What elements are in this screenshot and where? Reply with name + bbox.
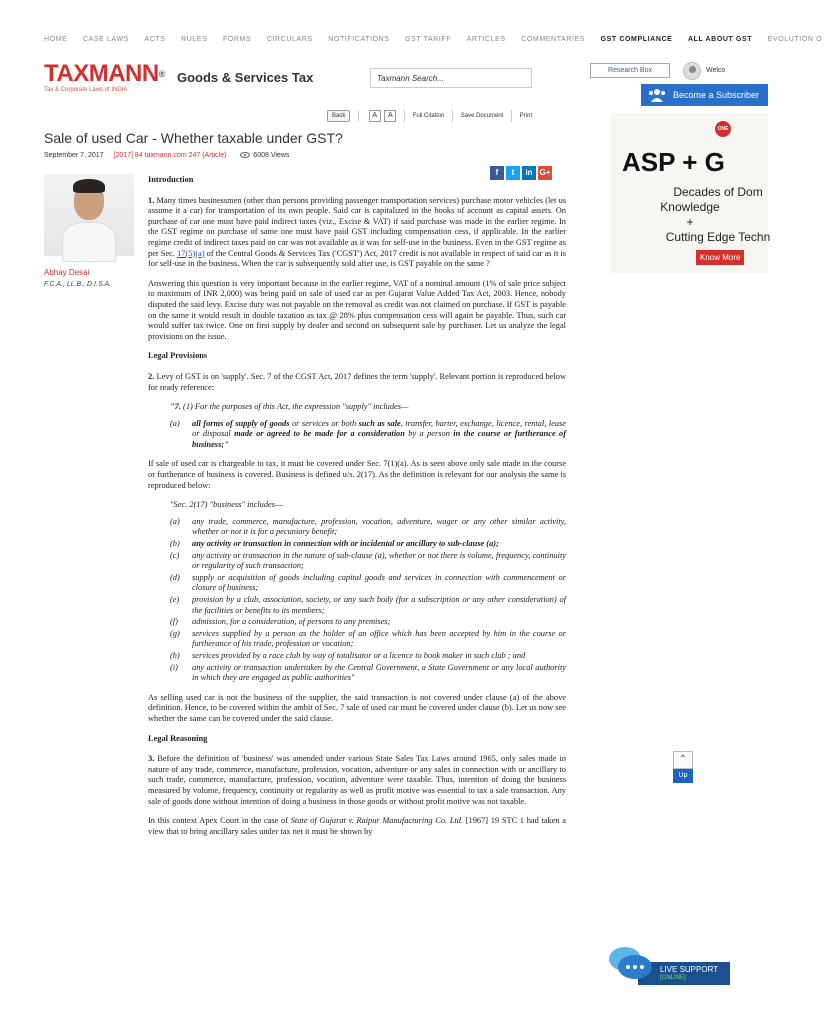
twitter-icon[interactable]: t — [506, 166, 520, 180]
quote-clause: (h) services provided by a race club by way of totalisator or a licence to book maker in such club ; and — [170, 650, 526, 660]
group-icon — [647, 88, 667, 102]
eye-icon — [240, 152, 250, 158]
author-credentials: F.C.A., LL.B., D.I.S.A. — [44, 281, 112, 288]
view-count — [240, 152, 289, 159]
nav-gst-compliance[interactable]: GST COMPLIANCE — [600, 36, 673, 43]
view-count-text: 6008 Views — [253, 152, 290, 159]
full-citation-button[interactable]: Full Citation — [412, 113, 445, 119]
divider — [358, 110, 359, 122]
heading-introduction: Introduction — [148, 175, 194, 184]
paragraph-2: Answering this question is very important because in the earlier regime, VAT of a nominal amount (1% of sale price subject to maximum of INR 2,000) was being paid on sale of used car as per Gujarat Value Added Tax Act, 2003. Hence, nobody disputed the said levy. Excise duty was not payable on the removal as credit was not claimed on purchase. If GST is payable on the same it would result in double taxation as tax @ 28% plus compensation cess will again be payable. Thus, such car would suffer tax twice. One on first supply by dealer and second on subsequent sale by purchaser. Let us analyze the legal provisions on the issue. — [148, 278, 566, 341]
live-support-widget[interactable] — [608, 945, 730, 987]
brand-name: TAXMANN — [44, 60, 159, 87]
taxmann-logo[interactable] — [44, 62, 165, 93]
nav-rules[interactable]: RULES — [181, 36, 208, 43]
google-plus-icon[interactable]: G+ — [538, 166, 552, 180]
print-button[interactable]: Print — [519, 113, 533, 119]
ad-headline: ASP + G — [622, 147, 725, 177]
linkedin-icon[interactable]: in — [522, 166, 536, 180]
nav-articles[interactable]: ARTICLES — [466, 36, 506, 43]
article-body — [148, 173, 566, 846]
search-input[interactable]: Taxmann Search... — [370, 68, 532, 88]
heading-legal-reasoning: Legal Reasoning — [148, 733, 208, 743]
article-date: September 7, 2017 — [44, 152, 104, 159]
paragraph-5: As selling used car is not the business of the supplier, the said transaction is not covered under clause (a) of the above definition. Hence, to be covered within the ambit of Sec. 7 sale of used car must be covered under clause (b). Let us now see whether the same can be covered under the said clause. — [148, 692, 566, 723]
quote-clause: (g) services supplied by a person as the holder of an office which has been accepted by him in the course or furtherance of his trade, profession or vocation; — [170, 628, 566, 649]
author-name[interactable]: Abhay Desai — [44, 268, 90, 277]
ad-badge: ONE — [715, 121, 731, 137]
nav-home[interactable]: HOME — [44, 36, 68, 43]
subscribe-label: Become a Subscriber — [673, 90, 760, 100]
save-document-button[interactable]: Save Document — [460, 113, 504, 119]
divider — [511, 110, 512, 122]
paragraph-1: 1. Many times businessmen (other than persons providing passenger transportation services) purchase motor vehicles (let us assume it a car) for transportation of its own people. Said car is capitalized in the books of account as capital assets. On purchase of car one must have paid indirect taxes (viz., Excise & VAT) if said purchase was made in the earlier regime. In the GST regime on purchase of same one must have paid GST including compensation cess, if applicable. In the earlier regime credit of indirect taxes paid on car was not available as it was for self-use in the business. Even in the GST regime as per Sec. 17(5)(a) of the Central Goods & Services Tax ('CGST') Act, 2017 credit is not available in respect of said car as it is for self-use in the business. When the car is subsequently sold after use, is GST payable on the same ? — [148, 195, 567, 269]
chevron-up-icon: ⌃ — [673, 751, 693, 769]
registered-mark: ® — [158, 69, 165, 79]
advertisement-banner[interactable] — [610, 113, 771, 273]
up-label: Up — [673, 769, 693, 783]
back-button[interactable]: Back — [327, 110, 350, 122]
divider — [452, 110, 453, 122]
author-photo — [44, 174, 134, 256]
article-meta — [44, 152, 289, 159]
paragraph-3: 2. Levy of GST is on 'supply'. Sec. 7 of the CGST Act, 2017 defines the term 'supply'. Relevant portion is reproduced below for ready reference: — [148, 371, 567, 392]
nav-gst-tariff[interactable]: GST TARIFF — [405, 36, 452, 43]
article-title: Sale of used Car - Whether taxable under GST? — [44, 130, 343, 146]
ad-line: Decades of Dom — [673, 185, 763, 199]
citation-link[interactable]: [2017] 84 taxmann.com 247 (Article) — [113, 152, 227, 159]
scroll-up-button[interactable] — [673, 751, 693, 783]
brand-tagline: Tax & Corporate Laws of INDIA — [44, 87, 128, 93]
paragraph-6: 3. Before the definition of 'business' was amended under various State Sales Tax Laws around 1965, only sales made in nature of any trade, commerce, manufacture, profession, vocation, adventure or any sales in connection with or ancillary to such trade, commerce, manufacture, profession, vocation, adventure were taxable. Thus, intention of doing the business measured by volume, frequency, continuity or regularity as well as profit motive was essential to tax a sale transaction. Any sale of goods done without intention of doing a business in those goods or without profit motive was not taxable. — [148, 754, 566, 806]
quote-intro: "Sec. 2(17) "business" includes–– — [170, 500, 284, 510]
nav-case-laws[interactable]: CASE LAWS — [82, 36, 129, 43]
font-increase-button[interactable]: A — [384, 110, 396, 122]
quote-intro: "7. (1) For the purposes of this Act, the expression "supply" includes— — [170, 402, 409, 412]
facebook-icon[interactable]: f — [490, 166, 504, 180]
quote-clause: (i) any activity or transaction undertaken by the Central Government, a State Government or any local authority in which they are engaged as public authorities" — [170, 662, 566, 683]
user-icon[interactable] — [683, 62, 701, 80]
document-toolbar — [327, 110, 532, 122]
research-box-button[interactable]: Research Box — [590, 63, 670, 78]
know-more-button[interactable]: Know More — [696, 250, 744, 265]
heading-legal-provisions: Legal Provisions — [148, 351, 208, 361]
product-title: Goods & Services Tax — [177, 70, 314, 85]
quote-clause: (f) admission, for a consideration, of persons to any premises; — [170, 617, 391, 627]
live-support-title: LIVE SUPPORT — [660, 965, 719, 974]
nav-all-about-gst[interactable]: ALL ABOUT GST — [687, 36, 753, 43]
quote-clause: (a) any trade, commerce, manufacture, profession, vocation, adventure, wager or any other similar activity, whether or not it is for a pecuniary benefit; — [170, 516, 566, 537]
divider — [404, 110, 405, 122]
paragraph-4: If sale of used car is chargeable to tax, it must be covered under Sec. 7(1)(a). As is seen above only sale made in the course or furtherance of business is covered. Business is defined u/s. 2(17). As the definition is relevant for our analysis the same is reproduced below: — [148, 459, 566, 490]
live-support-status: [ONLINE] — [660, 975, 686, 981]
nav-commentaries[interactable]: COMMENTARIES — [521, 36, 586, 43]
quote-clause: (d) supply or acquisition of goods including capital goods and services in connection with commencement or closure of business; — [170, 572, 566, 593]
ad-line: Cutting Edge Techn — [665, 230, 771, 244]
font-decrease-button[interactable]: A — [369, 110, 381, 122]
chat-bubble-icon — [608, 945, 654, 985]
ad-line: Knowledge — [660, 200, 720, 214]
nav-notifications[interactable]: NOTIFICATIONS — [328, 36, 390, 43]
top-nav — [44, 36, 823, 50]
paragraph-7: In this context Apex Court in the case of State of Gujarat v. Raipur Manufacturing Co. Ltd. [1967] 19 STC 1 had taken a view that to bring ancillary sales under tax net it must be shown by — [148, 816, 567, 836]
nav-forms[interactable]: FORMS — [223, 36, 252, 43]
ad-line: + — [686, 215, 694, 229]
quote-clause: (c) any activity or transaction in the nature of sub-clause (a), whether or not there is volume, frequency, continuity or regularity of such transaction; — [170, 550, 566, 571]
quote-clause: (e) provision by a club, association, society, or any such body (for a subscription or any other consideration) of the facilities or benefits to its members; — [170, 595, 566, 615]
quote-clause: (a) all forms of supply of goods or services or both such as sale, transfer, barter, exchange, licence, rental, lease or disposal made or agreed to be made for a consideration by a person in the course or furtherance of business;" — [170, 418, 567, 449]
quote-sec2-17 — [170, 500, 566, 684]
quote-sec7 — [170, 402, 566, 450]
nav-evolution[interactable]: EVOLUTION O — [767, 36, 823, 43]
section-link[interactable]: 17(5)(a) — [177, 248, 205, 258]
subscribe-button[interactable] — [641, 84, 768, 106]
welcome-text[interactable]: Welco — [706, 67, 726, 74]
nav-acts[interactable]: ACTS — [144, 36, 166, 43]
quote-clause: (b) any activity or transaction in connection with or incidental or ancillary to sub-clause (a); — [170, 539, 499, 549]
nav-circulars[interactable]: CIRCULARS — [266, 36, 313, 43]
